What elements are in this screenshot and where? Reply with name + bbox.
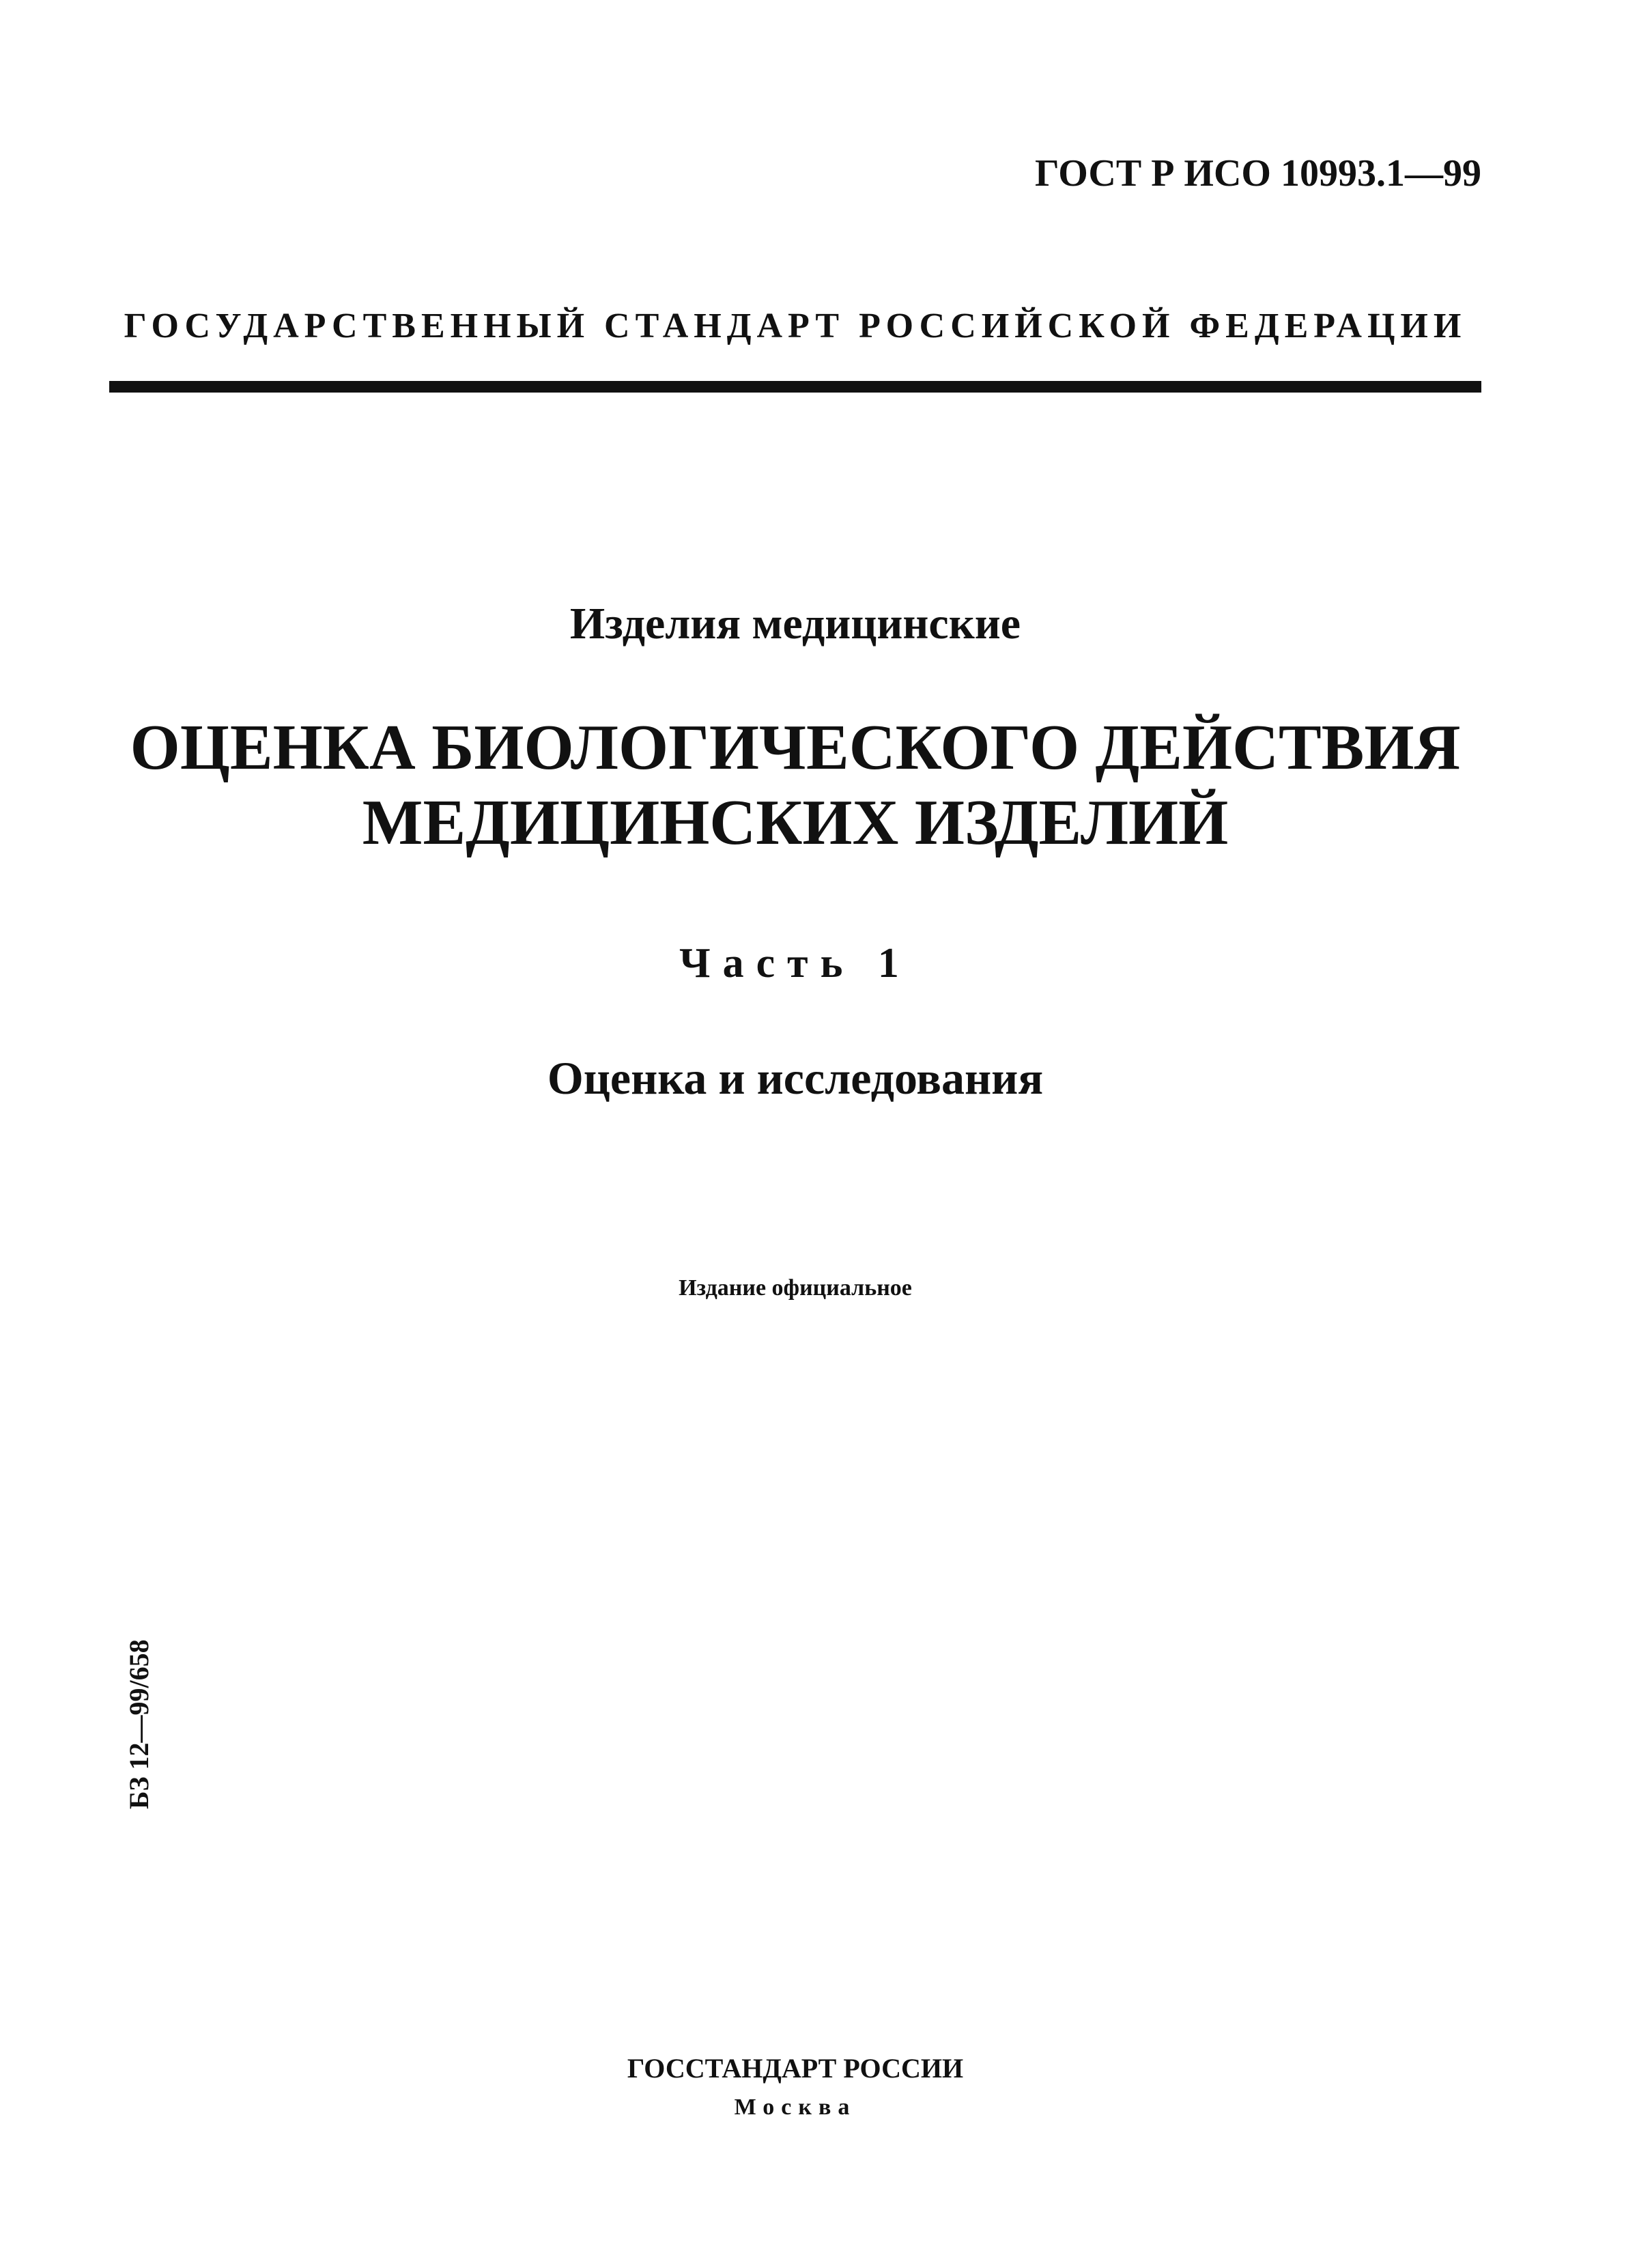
organization-title: ГОСУДАРСТВЕННЫЙ СТАНДАРТ РОССИЙСКОЙ ФЕДЕРАЦИИ — [124, 307, 1467, 345]
main-title-line-1: ОЦЕНКА БИОЛОГИЧЕСКОГО ДЕЙСТВИЯ — [130, 712, 1461, 783]
registry-code: БЗ 12—99/658 — [124, 1639, 154, 1809]
edition-note: Издание официальное — [679, 1275, 912, 1301]
publication-city: Москва — [734, 2095, 857, 2120]
document-number: ГОСТ Р ИСО 10993.1—99 — [1034, 152, 1481, 195]
main-title-line-2: МЕДИЦИНСКИХ ИЗДЕЛИЙ — [362, 787, 1229, 858]
header-divider — [109, 381, 1481, 393]
publisher: ГОССТАНДАРТ РОССИИ — [627, 2053, 964, 2084]
group-title: Изделия медицинские — [569, 599, 1021, 649]
part-label: Часть 1 — [679, 940, 911, 987]
subtitle: Оценка и исследования — [547, 1052, 1044, 1104]
